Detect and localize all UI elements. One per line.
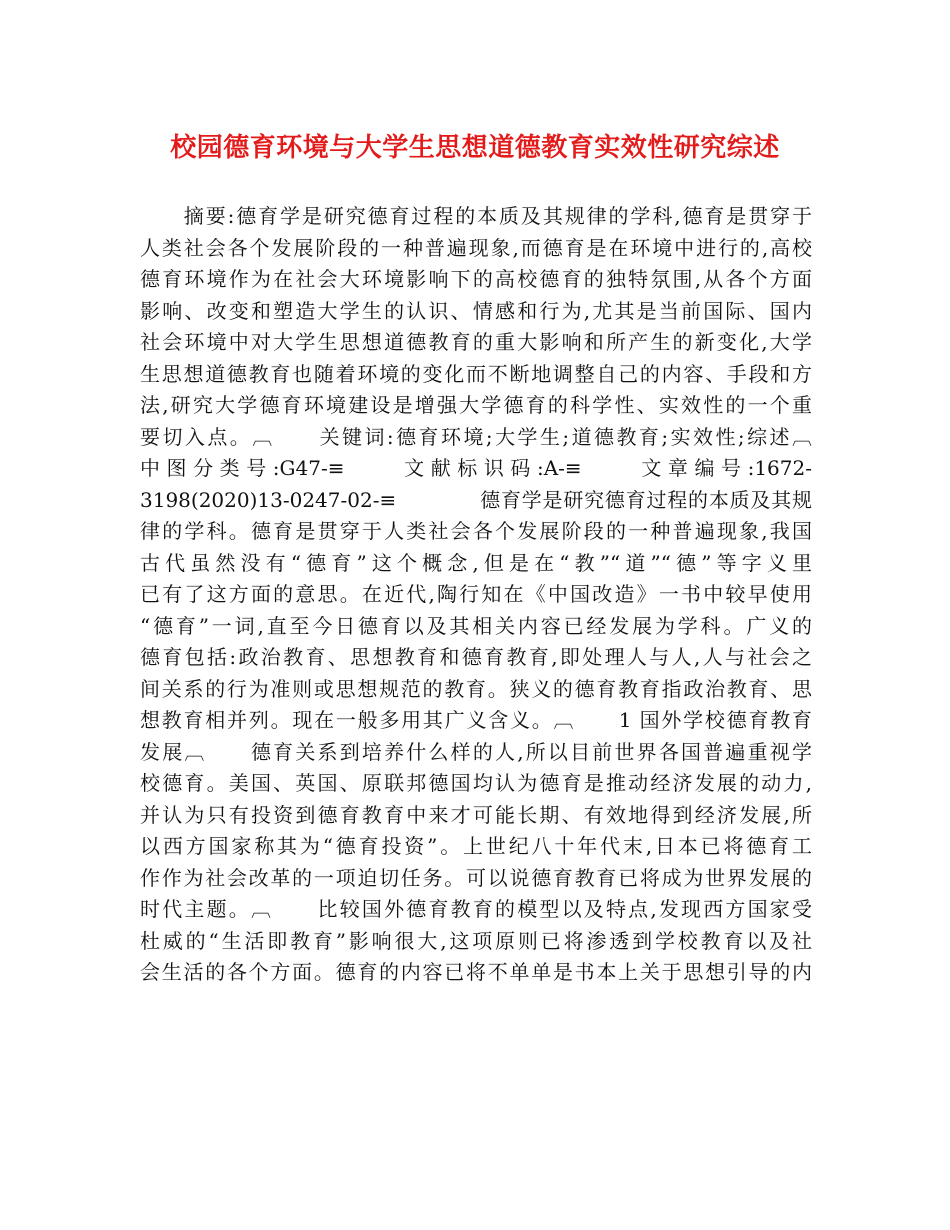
body-line: 社会环境中对大学生思想道德教育的重大影响和所产生的新变化,大学 xyxy=(140,330,812,354)
body-line: 已有了这方面的意思。在近代,陶行知在《中国改造》一书中较早使用 xyxy=(140,582,812,606)
body-line: 发展︹ 德育关系到培养什么样的人,所以目前世界各国普遍重视学 xyxy=(140,739,812,764)
body-line: 古代虽然没有“德育”这个概念,但是在“教”“道”“德”等字义里 xyxy=(140,550,812,575)
body-line: 想教育相并列。现在一般多用其广义含义。︹ 1 国外学校德育教育 xyxy=(140,708,812,732)
body-line: 德育环境作为在社会大环境影响下的高校德育的独特氛围,从各个方面 xyxy=(140,267,812,291)
body-line: 间关系的行为准则或思想规范的教育。狭义的德育教育指政治教育、思 xyxy=(140,676,812,701)
body-line: 时代主题。︹ 比较国外德育教育的模型以及特点,发现西方国家受 xyxy=(140,897,812,921)
body-line: 杜威的“生活即教育”影响很大,这项原则已将渗透到学校教育以及社 xyxy=(140,928,812,953)
body-line: 校德育。美国、英国、原联邦德国均认为德育是推动经济发展的动力, xyxy=(140,771,812,795)
body-line: 人类社会各个发展阶段的一种普遍现象,而德育是在环境中进行的,高校 xyxy=(140,235,812,260)
body-line: 作作为社会改革的一项迫切任务。可以说德育教育已将成为世界发展的 xyxy=(140,865,812,890)
body-line: 3198(2020)13-0247-02-≡ 德育学是研究德育过程的本质及其规 xyxy=(140,487,812,512)
document-body xyxy=(140,201,812,989)
body-line: 并认为只有投资到德育教育中来才可能长期、有效地得到经济发展,所 xyxy=(140,802,812,827)
body-line: 法,研究大学德育环境建设是增强大学德育的科学性、实效性的一个重 xyxy=(140,393,812,417)
body-line: 会生活的各个方面。德育的内容已将不单单是书本上关于思想引导的内 xyxy=(140,960,812,984)
body-line: 要切入点。︹ 关键词:德育环境;大学生;道德教育;实效性;综述︹ xyxy=(140,424,812,449)
body-line: 生思想道德教育也随着环境的变化而不断地调整自己的内容、手段和方 xyxy=(140,361,812,386)
document-title: 校园德育环境与大学生思想道德教育实效性研究综述 xyxy=(170,133,780,163)
body-line: 摘要:德育学是研究德育过程的本质及其规律的学科,德育是贯穿于 xyxy=(140,204,812,228)
body-line: 律的学科。德育是贯穿于人类社会各个发展阶段的一种普遍现象,我国 xyxy=(140,519,812,543)
body-line: “德育”一词,直至今日德育以及其相关内容已经发展为学科。广义的 xyxy=(140,613,812,638)
body-line: 以西方国家称其为“德育投资”。上世纪八十年代末,日本已将德育工 xyxy=(140,834,812,858)
body-line: 德育包括:政治教育、思想教育和德育教育,即处理人与人,人与社会之 xyxy=(140,645,812,669)
body-line: 中图分类号:G47-≡ 文献标识码:A-≡ 文章编号:1672- xyxy=(140,456,812,480)
body-line: 影响、改变和塑造大学生的认识、情感和行为,尤其是当前国际、国内 xyxy=(140,298,812,323)
